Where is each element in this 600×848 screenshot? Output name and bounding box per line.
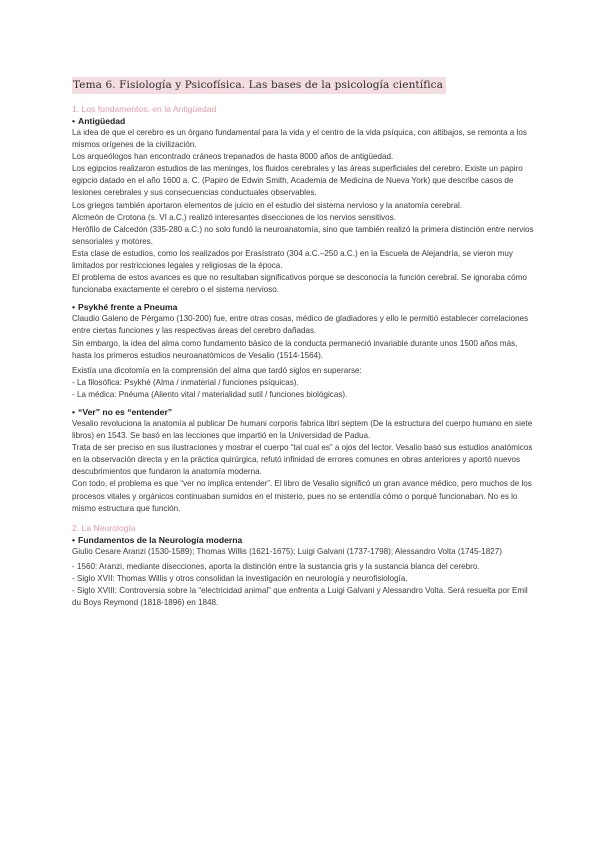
section-heading: 1. Los fundamentos: en la Antigüedad: [72, 104, 217, 114]
subsection-heading-text: “Ver” no es “entender”: [78, 406, 173, 417]
paragraph: Los griegos también aportaron elementos de juicio en el estudio del sistema nervioso y la anatomía cerebral.: [72, 200, 463, 210]
paragraph: Vesalio revoluciona la anatomía al publicar De humani corporis fabrica libri septem (De la estructura del cuerpo humano en siete libros) en 1543. Se basó en las lecciones que impartió en la Universidad de Padua.: [72, 418, 533, 441]
paragraph: Con todo, el problema es que “ver no implica entender”. El libro de Vesalio significó un gran avance médico, pero muchos de los procesos vitales y orgánicos continuaban sumidos en el misterio, pues no se entendía cómo o porqué funcionaban. No es lo mismo estructura que función.: [72, 479, 532, 513]
paragraph: Los egipcios realizaron estudios de las meninges, los fluidos cerebrales y las áreas superficiales del cerebro. Existe un papiro egipcio datado en el año 1600 a. C. (Papiro de Edwin Smith, Academia de Medicina de Nueva York) que describe casos de lesiones cerebrales y sus consecuencias conductuales observables.: [72, 164, 523, 198]
paragraph: Herófilo de Calcedón (335-280 a.C.) no solo fundó la neuroanatomía, sino que también realizó la primera distinción entre nervios sensoriales y motores.: [72, 224, 534, 246]
subsection-heading-text: Antigüedad: [78, 116, 126, 126]
paragraph: Esta clase de estudios, como los realizados por Erasístrato (304 a.C.–250 a.C.) en la Escuela de Alejandría, se vieron muy limitados por restricciones legales y religiosas de la época.: [72, 248, 513, 271]
bullet-icon: •: [72, 534, 76, 545]
bullet-icon: •: [72, 302, 76, 313]
paragraph: Claudio Galeno de Pérgamo (130-200) fue, entre otras cosas, médico de gladiadores y ello le permitió establecer correlaciones entre ciertas funciones y las respectivas áreas del cerebro dañadas.: [72, 314, 529, 336]
title-container: [72, 75, 534, 94]
page-content: [72, 75, 534, 609]
subsection-heading-text: Fundamentos de la Neurología moderna: [78, 534, 243, 545]
subsection-heading-text: Psykhé frente a Pneuma: [78, 302, 178, 313]
list-item: - 1560: Aranzi, mediante disecciones, aporta la distinción entre la sustancia gris y la sustancia blanca del cerebro.: [72, 561, 480, 571]
paragraph: Sin embargo, la idea del alma como fundamento básico de la conducta permaneció invariable durante unos 1500 años más, hasta los primeros estudios neuroanatómicos de Vesalio (1514-1564).: [72, 338, 518, 360]
subsection-heading: [72, 534, 534, 546]
paragraph: La idea de que el cerebro es un órgano fundamental para la vida y el centro de la vida psíquica, con altibajos, se remonta a los mismos orígenes de la civilización.: [72, 128, 527, 150]
list-item: - La filosófica: Psykhé (Alma / inmaterial / funciones psíquicas).: [72, 377, 299, 387]
list-item: - Siglo XVIII: Controversia sobre la “electricidad animal” que enfrenta a Luigi Galvani y Alessandro Volta. Será resuelta por Emil du Boys Reymond (1818-1896) en 1848.: [72, 586, 528, 608]
paragraph: Giulio Cesare Aranzi (1530-1589); Thomas Willis (1621-1675); Luigi Galvani (1737-1798); Alessandro Volta (1745-1827): [72, 546, 502, 556]
paragraph: Existía una dicotomía en la comprensión del alma que tardó siglos en superarse:: [72, 365, 362, 375]
paragraph: El problema de estos avances es que no resultaban significativos porque se desconocía la función cerebral. Se ignoraba cómo funcionaba exactamente el cerebro o el sistema nervioso.: [72, 273, 527, 295]
paragraph: Alcmeón de Crotona (s. VI a.C.) realizó interesantes disecciones de los nervios sensitivos.: [72, 212, 396, 222]
list-item: - La médica: Pnéuma (Aliento vital / materialidad sutil / funciones biológicas).: [72, 389, 348, 399]
list-item: - Siglo XVII: Thomas Willis y otros consolidan la investigación en neurología y neurofisiología.: [72, 573, 408, 583]
section-heading: 2. La Neurología: [72, 522, 136, 533]
bullet-icon: •: [72, 116, 76, 126]
subsection-heading: [72, 301, 534, 313]
paragraph: Los arqueólogos han encontrado cráneos trepanados de hasta 8000 años de antigüedad.: [72, 152, 394, 162]
subsection-heading: [72, 406, 534, 418]
page-title: Tema 6. Fisiología y Psicofísica. Las bases de la psicología científica: [72, 77, 446, 94]
subsection-heading: [72, 115, 534, 127]
paragraph: Trata de ser preciso en sus ilustraciones y mostrar el cuerpo “tal cual es” a ojos del lector. Vesalio basó sus estudios anatómicos en la observación directa y en la práctica quirúrgica, refutó infinidad de errores comunes en obras anteriores y aportó nuevos descubrimientos que fundaron la anatomía moderna.: [72, 443, 533, 477]
bullet-icon: •: [72, 406, 76, 417]
